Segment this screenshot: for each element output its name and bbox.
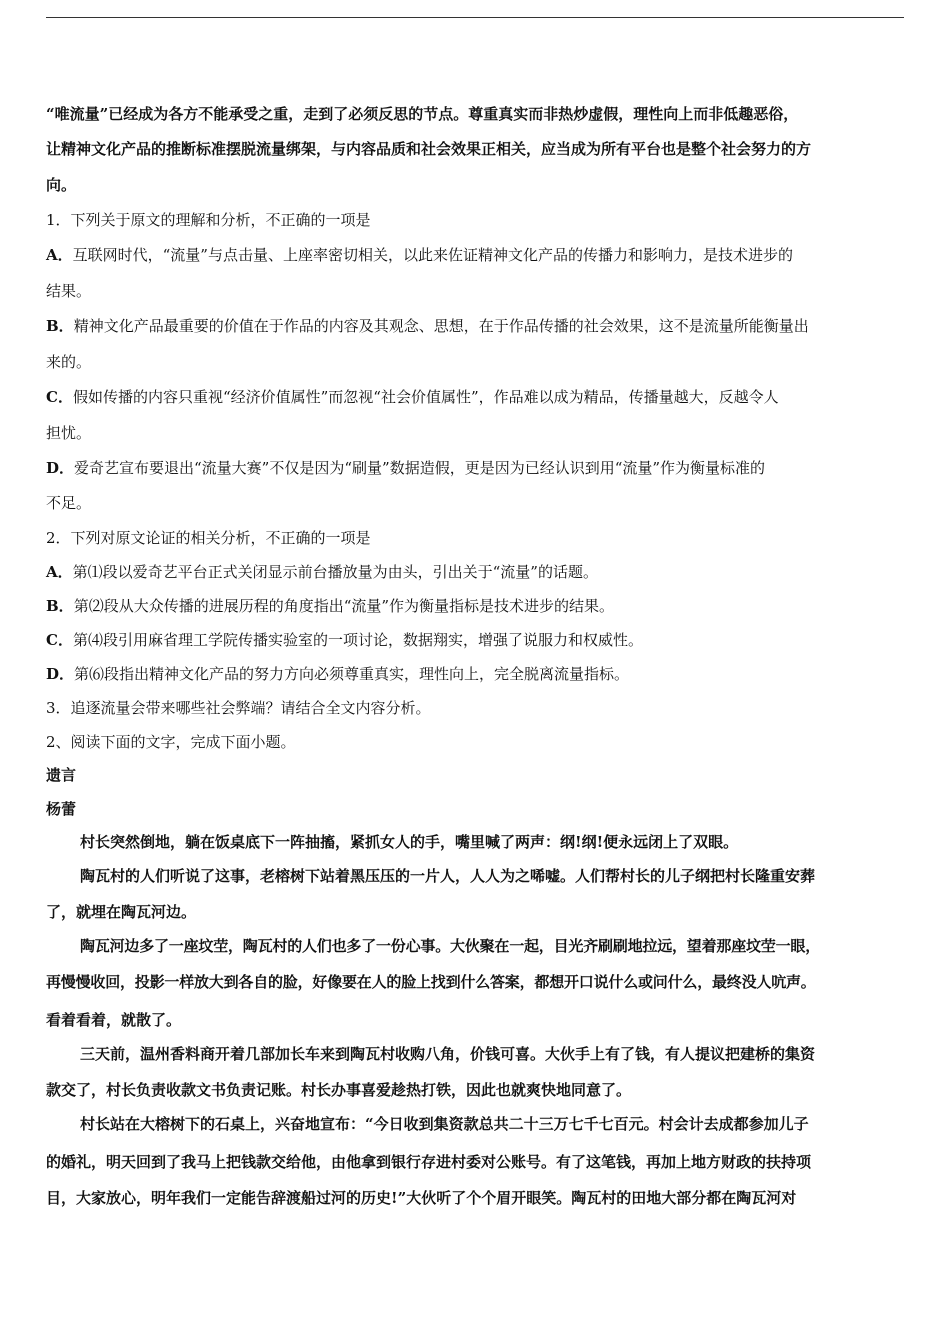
story-paragraph-line: 的婚礼，明天回到了我马上把钱款交给他，由他拿到银行存进村委对公账号。有了这笔钱，再加上地方财政的扶持项 [46,1153,812,1171]
question-2-stem: 2．下列对原文论证的相关分析，不正确的一项是 [46,529,371,547]
option-label: D． [46,459,75,477]
q2-option-d [46,664,629,684]
option-label: A． [46,246,73,264]
story-author: 杨蕾 [46,800,77,818]
story-title: 遗言 [46,766,77,784]
story-paragraph-line: 村长突然倒地，躺在饭桌底下一阵抽搐，紧抓女人的手，嘴里喊了两声：纲!纲!便永远闭上了双眼。 [80,833,739,851]
option-label: D． [46,665,75,683]
story-paragraph-line: 看着看着，就散了。 [46,1011,182,1029]
option-text: 精神文化产品最重要的价值在于作品的内容及其观念、思想，在于作品传播的社会效果，这不是流量所能衡量出 [73,317,809,335]
story-paragraph-line: 目，大家放心，明年我们一定能告辞渡船过河的历史!”大伙听了个个眉开眼笑。陶瓦村的田地大部分都在陶瓦河对 [46,1189,797,1207]
option-label: B． [46,597,74,615]
story-paragraph-line: 村长站在大榕树下的石桌上，兴奋地宣布：“今日收到集资款总共二十三万七千七百元。村会计去成都参加儿子 [80,1115,809,1133]
option-text: 第⑹段指出精神文化产品的努力方向必须尊重真实，理性向上，完全脱离流量指标。 [74,665,630,683]
option-text: 假如传播的内容只重视“经济价值属性”而忽视“社会价值属性”，作品难以成为精品，传播量越大，反越令人 [72,388,779,406]
story-paragraph-line: 陶瓦河边多了一座坟茔，陶瓦村的人们也多了一份心事。大伙聚在一起，目光齐刷刷地拉远，望着那座坟茔一眼， [80,937,821,955]
story-paragraph-line: 三天前，温州香料商开着几部加长车来到陶瓦村收购八角，价钱可喜。大伙手上有了钱，有人提议把建桥的集资 [80,1045,816,1063]
q2-option-c [46,630,643,650]
story-paragraph-line: 了，就埋在陶瓦河边。 [46,903,197,921]
passage-line: 让精神文化产品的推断标准摆脱流量绑架，与内容品质和社会效果正相关，应当成为所有平台也是整个社会努力的方 [46,140,812,158]
option-continuation: 结果。 [46,282,92,300]
option-continuation: 担忧。 [46,424,92,442]
q1-option-b [46,316,809,336]
passage-line: “唯流量”已经成为各方不能承受之重，走到了必须反思的节点。尊重真实而非热炒虚假，理性向上而非低趣恶俗， [46,105,799,123]
option-label: A． [46,563,73,581]
passage-line: 向。 [46,176,77,194]
q1-option-a [46,245,793,265]
option-label: C． [46,388,73,406]
q2-option-a [46,562,598,582]
story-paragraph-line: 陶瓦村的人们听说了这事，老榕树下站着黑压压的一片人，人人为之唏嘘。人们帮村长的儿子纲把村长隆重安葬 [80,867,816,885]
story-paragraph-line: 再慢慢收回，投影一样放大到各自的脸，好像要在人的脸上找到什么答案，都想开口说什么或问什么，最终没人吭声。 [46,973,816,991]
option-text: 第⑴段以爱奇艺平台正式关闭显示前台播放量为由头，引出关于“流量”的话题。 [72,563,598,581]
option-text: 第⑵段从大众传播的进展历程的角度指出“流量”作为衡量指标是技术进步的结果。 [73,597,615,615]
section-instruction: 2、阅读下面的文字，完成下面小题。 [46,733,296,751]
q1-option-d [46,458,765,478]
option-continuation: 来的。 [46,353,92,371]
option-continuation: 不足。 [46,494,92,512]
question-1-stem: 1．下列关于原文的理解和分析，不正确的一项是 [46,211,371,229]
q2-option-b [46,596,614,616]
option-label: C． [46,631,73,649]
header-rule [46,17,904,18]
option-text: 第⑷段引用麻省理工学院传播实验室的一项讨论，数据翔实，增强了说服力和权威性。 [72,631,643,649]
q1-option-c [46,387,779,407]
question-3-stem: 3．追逐流量会带来哪些社会弊端？请结合全文内容分析。 [46,699,431,717]
option-text: 爱奇艺宣布要退出“流量大赛”不仅是因为“刷量”数据造假，更是因为已经认识到用“流量”作为衡量标准的 [74,459,766,477]
story-paragraph-line: 款交了，村长负责收款文书负责记账。村长办事喜爱趁热打铁，因此也就爽快地同意了。 [46,1081,632,1099]
option-text: 互联网时代，“流量”与点击量、上座率密切相关，以此来佐证精神文化产品的传播力和影响力，是技术进步的 [72,246,793,264]
option-label: B． [46,317,74,335]
